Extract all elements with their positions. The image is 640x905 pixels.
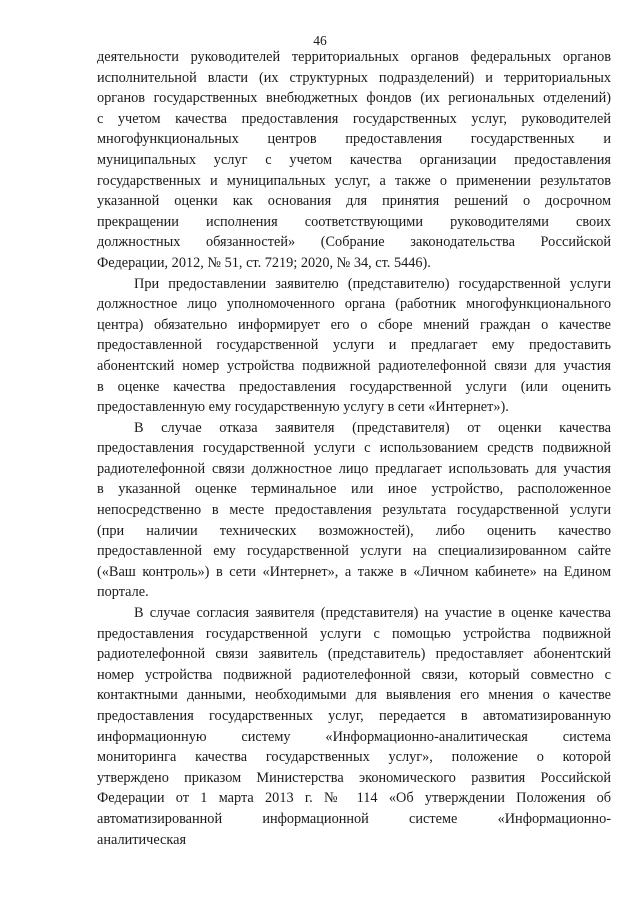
text-line: контактными данными, необходимыми для выявления его мнения о качестве	[97, 687, 611, 704]
text-line: радиотелефонной связи заявитель (представитель) предоставляет абонентский	[97, 646, 611, 663]
text-line: должностное лицо уполномоченного органа (работник многофункционального	[97, 296, 611, 313]
text-line: предоставления государственных услуг, передается в автоматизированную	[97, 708, 611, 724]
text-line: автоматизированной информационной системе «Информационно-	[97, 810, 611, 827]
text-line: с учетом качества предоставления государственных услуг, руководителей	[97, 110, 611, 127]
text-line: многофункциональных центров предоставления государственных и	[97, 131, 611, 148]
text-line: непосредственно в месте предоставления результата государственной услуги	[97, 502, 611, 519]
text-line: предоставленной ему государственной услуги на специализированном сайте	[97, 543, 611, 560]
text-line: должностных обязанностей» (Собрание законодательства Российской	[97, 234, 611, 251]
paragraph	[97, 418, 611, 603]
text-line: в указанной оценке терминальное или иное устройство, расположенное	[97, 481, 611, 498]
text-line: указанной оценки как основания для принятия решений о досрочном	[97, 193, 611, 210]
text-line: информационную систему «Информационно-аналитическая система	[97, 728, 611, 745]
text-line: в оценке качества предоставления государственной услуги (или оценить	[97, 378, 611, 395]
text-line: При предоставлении заявителю (представителю) государственной услуги	[134, 275, 611, 292]
text-line: аналитическая	[97, 831, 187, 848]
document-body	[97, 47, 611, 850]
paragraph	[97, 274, 611, 418]
text-line: (при наличии технических возможностей), либо оценить качество	[97, 522, 611, 539]
text-line: В случае согласия заявителя (представителя) на участие в оценке качества	[134, 605, 611, 622]
text-line: предоставления государственной услуги с использованием средств подвижной	[97, 440, 611, 457]
text-line: («Ваш контроль») в сети «Интернет», а также в «Личном кабинете» на Едином	[97, 563, 611, 580]
text-line: Федерации от 1 марта 2013 г. № 114 «Об утверждении Положения об	[97, 790, 611, 807]
text-line: исполнительной власти (их структурных подразделений) и территориальных	[97, 69, 611, 86]
page-number: 46	[313, 33, 327, 48]
text-line: В случае отказа заявителя (представителя) от оценки качества	[134, 419, 611, 436]
paragraph	[97, 603, 611, 850]
text-line: утверждено приказом Министерства экономического развития Российской	[97, 769, 611, 786]
text-line: портале.	[97, 584, 149, 601]
text-line: муниципальных услуг с учетом качества организации предоставления	[97, 151, 611, 168]
text-line: прекращении исполнения соответствующими руководителями своих	[97, 213, 611, 230]
paragraph	[97, 47, 611, 274]
text-line: мониторинга качества государственных услуг», положение о которой	[97, 749, 611, 766]
text-line: предоставленной государственной услуги и предлагает ему предоставить	[97, 337, 611, 354]
text-line: радиотелефонной связи должностное лицо предлагает использовать для участия	[97, 460, 611, 477]
text-line: деятельности руководителей территориальных органов федеральных органов	[97, 49, 611, 65]
text-line: предоставленную ему государственную услугу в сети «Интернет»).	[97, 399, 509, 416]
text-line: абонентский номер устройства подвижной радиотелефонной связи для участия	[97, 357, 611, 374]
text-line: Федерации, 2012, № 51, ст. 7219; 2020, № 34, ст. 5446).	[97, 254, 431, 271]
text-line: центра) обязательно информирует его о сборе мнений граждан о качестве	[97, 316, 611, 333]
text-line: органов государственных внебюджетных фондов (их региональных отделений)	[97, 90, 611, 107]
text-line: государственных и муниципальных услуг, а также о применении результатов	[97, 172, 611, 189]
text-line: предоставления государственной услуги с помощью устройства подвижной	[97, 625, 611, 642]
text-line: номер устройства подвижной радиотелефонной связи, который совместно с	[97, 666, 611, 683]
